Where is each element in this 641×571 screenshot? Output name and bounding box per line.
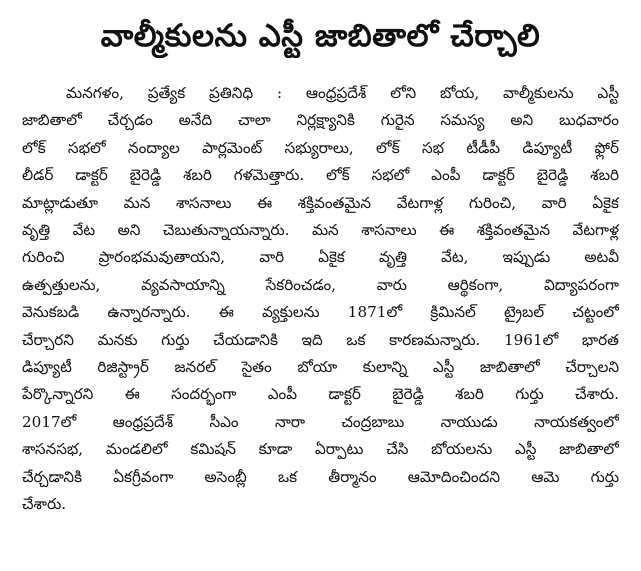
- article-body: [22, 80, 619, 519]
- article-headline: వాల్మీకులను ఎస్టీ జాబితాలో చేర్చాలి: [100, 18, 541, 54]
- article-line: లీడర్ డాక్టర్ బైరెడ్డి శబరి గళమెత్తారు. లోక్ సభలో ఎంపీ డాక్టర్ బైరెడ్డి శబరి: [22, 166, 619, 185]
- article-line: చేశారు.: [22, 495, 67, 514]
- article-line: శాసనసభ, మండలిలో కమిషన్ కూడా ఏర్పాటు చేసి బోయలను ఎస్టీ జాబితాలో: [22, 440, 619, 459]
- article-line: చేర్చడానికి ఏకగ్రీవంగా అసెంబ్లీ ఒక తీర్మానం ఆమోదించిందని ఆమె గుర్తు: [22, 467, 619, 486]
- article-line: లోక్ సభలో నంద్యాల పార్లమెంట్ సభ్యురాలు, లోక్ సభ టీడీపీ డిప్యూటీ ఫ్లోర్: [22, 138, 619, 157]
- article-line: గురించి ప్రారంభమవుతాయని, వారి ఏకైక వృత్తి వేట, ఇప్పుడు అటవీ: [22, 248, 619, 267]
- article-line: వృత్తి వేట అని చెబుతున్నాయన్నారు. మన శాసనాలు ఈ శక్తివంతమైన వేటగాళ్ల: [22, 221, 619, 240]
- article-line: మాట్లాడుతూ మన శాసనాలు ఈ శక్తివంతమైన వేటగాళ్ల గురించి, వారి ఏకైక: [22, 193, 619, 212]
- article-line: ఉత్పత్తులను, వ్యవసాయాన్ని సేకరించడం, వారు ఆర్థికంగా, విద్యాపరంగా: [22, 275, 619, 294]
- article-line: డిప్యూటీ రిజిస్ట్రార్ జనరల్ సైతం బోయా కులాన్ని ఎస్టీ జాబితాలో చేర్చాలని: [22, 358, 619, 377]
- article-line: వెనుకబడి ఉన్నారన్నారు. ఈ వ్యక్తులను 1871లో క్రిమినల్ ట్రైబల్ చట్టంలో: [22, 303, 619, 322]
- article-line: చేర్చారని మనకు గుర్తు చేయడానికి ఇది ఒక కారణమన్నారు. 1961లో భారత: [22, 330, 619, 349]
- article-line: మనగళం, ప్రత్యేక ప్రతినిధి : ఆంధ్రప్రదేశ్ లోని బోయ, వాల్మీకులను ఎస్టీ: [66, 84, 619, 102]
- article-line: 2017లో ఆంధ్రప్రదేశ్ సీఎం నారా చంద్రబాబు నాయుడు నాయకత్వంలో: [22, 412, 619, 431]
- article-line: జాబితాలో చేర్చడం అనేది చాలా నిర్లక్ష్యానికి గురైన సమస్య అని బుధవారం: [22, 111, 619, 130]
- article-line: పేర్కొన్నారని ఈ సందర్భంగా ఎంపీ డాక్టర్ బైరెడ్డి శబరి గుర్తు చేశారు.: [22, 385, 619, 404]
